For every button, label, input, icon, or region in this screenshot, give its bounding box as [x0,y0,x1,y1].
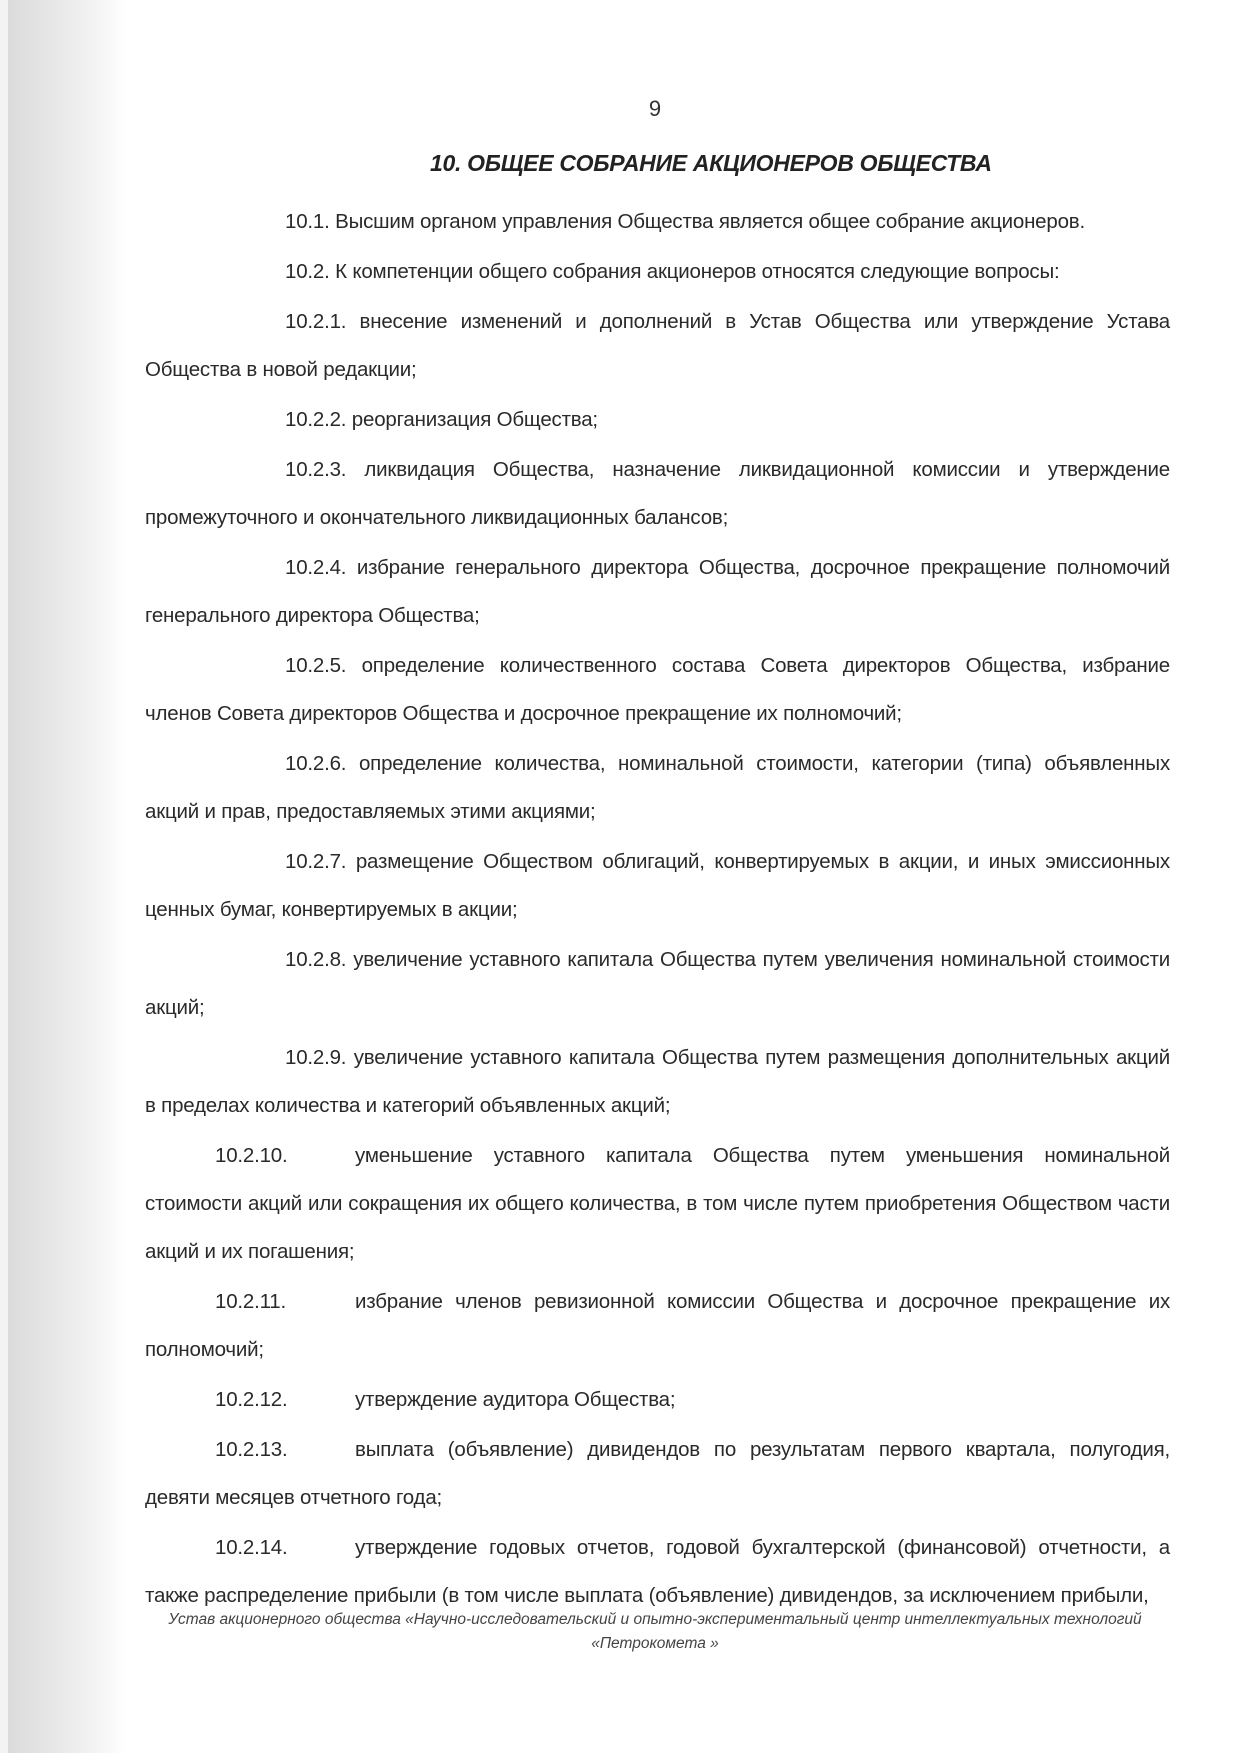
paragraph-number: 10.2.6. [285,752,347,775]
paragraph-10-2-2 [145,396,1170,444]
paragraph-10-2-12 [145,1376,1170,1424]
paragraph-number: 10.2.10. [215,1144,288,1167]
paragraph-10-1 [145,198,1170,246]
paragraph-text: определение количества, номинальной стоимости, категории (типа) объявленных акций и прав, предоставляемых этими акциями; [145,752,1171,823]
paragraph-10-2-7 [145,838,1170,934]
paragraph-number: 10.2.12. [215,1388,288,1411]
paragraph-10-2-5 [145,642,1170,738]
paragraph-text: увеличение уставного капитала Общества путем увеличения номинальной стоимости акций; [145,948,1171,1019]
paragraph-number: 10.2.4. [285,556,347,579]
paragraph-10-2-3 [145,446,1170,542]
paragraph-number: 10.2.8. [285,948,347,971]
paragraph-text: избрание членов ревизионной комиссии Общества и досрочное прекращение их полномочий; [145,1290,1170,1361]
paragraph-text: утверждение аудитора Общества; [355,1388,676,1411]
document-body [145,198,1170,1622]
section-heading: 10. ОБЩЕЕ СОБРАНИЕ АКЦИОНЕРОВ ОБЩЕСТВА [430,150,992,176]
paragraph-text: реорганизация Общества; [351,408,598,431]
paragraph-10-2 [145,248,1170,296]
paragraph-10-2-1 [145,298,1170,394]
paragraph-text: ликвидация Общества, назначение ликвидационной комиссии и утверждение промежуточного и окончательного ликвидационных балансов; [145,458,1170,529]
paragraph-10-2-9 [145,1034,1170,1130]
scan-edge-shadow [0,0,125,1753]
paragraph-text: внесение изменений и дополнений в Устав Общества или утверждение Устава Общества в новой редакции; [145,310,1171,381]
paragraph-number: 10.1. [285,210,330,233]
paragraph-10-2-8 [145,936,1170,1032]
paragraph-number: 10.2.13. [215,1438,288,1461]
paragraph-number: 10.2.11. [215,1290,286,1313]
paragraph-text: избрание генерального директора Общества, досрочное прекращение полномочий генерального директора Общества; [145,556,1170,627]
paragraph-text: выплата (объявление) дивидендов по результатам первого квартала, полугодия, девяти месяцев отчетного года; [145,1438,1170,1509]
paragraph-number: 10.2.5. [285,654,347,677]
paragraph-10-2-4 [145,544,1170,640]
paragraph-10-2-6 [145,740,1170,836]
paragraph-text: размещение Обществом облигаций, конвертируемых в акции, и иных эмиссионных ценных бумаг, конвертируемых в акции; [145,850,1170,921]
paragraph-text: увеличение уставного капитала Общества путем размещения дополнительных акций в пределах количества и категорий объявленных акций; [145,1046,1170,1117]
paragraph-number: 10.2.3. [285,458,347,481]
paragraph-10-2-14 [145,1524,1170,1620]
paragraph-number: 10.2.9. [285,1046,347,1069]
page-number: 9 [648,96,662,121]
paragraph-10-2-10 [145,1132,1170,1276]
footer-line-2: «Петрокомета » [591,1635,719,1652]
paragraph-number: 10.2. [285,260,330,283]
page-footer [140,1608,1170,1656]
paragraph-number: 10.2.1. [285,310,347,333]
paragraph-text: Высшим органом управления Общества является общее собрание акционеров. [335,210,1085,233]
footer-line-1: Устав акционерного общества «Научно-исследовательский и опытно-экспериментальный центр интеллектуальных технологий [168,1611,1142,1628]
paragraph-text: утверждение годовых отчетов, годовой бухгалтерской (финансовой) отчетности, а также распределение прибыли (в том числе выплата (объявление) дивидендов, за исключением прибыли, [145,1536,1170,1607]
paragraph-text: определение количественного состава Совета директоров Общества, избрание членов Совета директоров Общества и досрочное прекращение их полномочий; [145,654,1171,725]
paragraph-number: 10.2.14. [215,1536,288,1559]
paragraph-text: К компетенции общего собрания акционеров относятся следующие вопросы: [335,260,1060,283]
paragraph-10-2-13 [145,1426,1170,1522]
paragraph-text: уменьшение уставного капитала Общества путем уменьшения номинальной стоимости акций или сокращения их общего количества, в том числе путем приобретения Обществом части акций и их погашения; [145,1144,1170,1263]
paragraph-number: 10.2.2. [285,408,347,431]
paragraph-10-2-11 [145,1278,1170,1374]
paragraph-number: 10.2.7. [285,850,347,873]
